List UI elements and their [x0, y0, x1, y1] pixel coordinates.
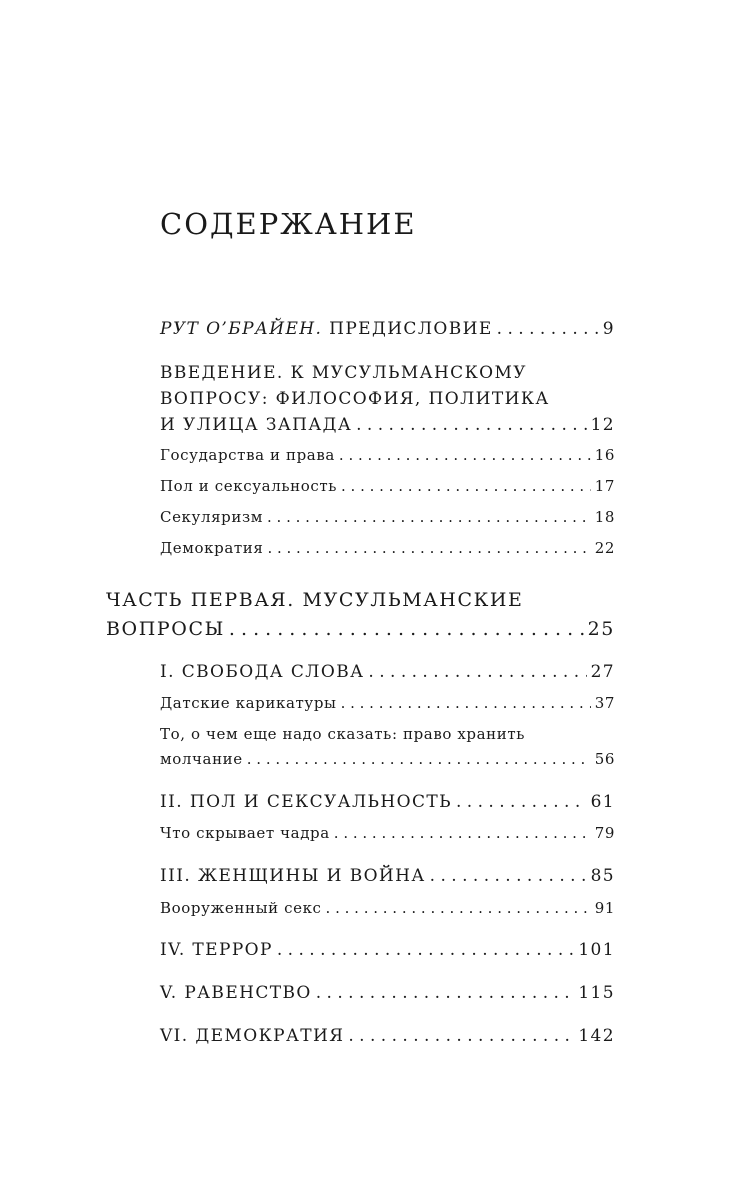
page-number: 27 [590, 662, 615, 682]
toc-entry-section[interactable] [160, 746, 615, 772]
toc-entry-foreword[interactable] [160, 316, 615, 342]
toc-entry-label: Государства и права [160, 446, 335, 464]
section-line-2: молчание [160, 750, 243, 768]
dot-leader [341, 690, 591, 716]
toc-entry-chapter[interactable] [160, 863, 615, 889]
toc-entry-label: II. ПОЛ И СЕКСУАЛЬНОСТЬ [160, 792, 452, 812]
page-number: 79 [594, 824, 615, 842]
page-number: 61 [590, 792, 615, 812]
page-number: 17 [594, 477, 615, 495]
toc-entry-label: Что скрывает чадра [160, 824, 330, 842]
toc-entry-label: Датские карикатуры [160, 694, 337, 712]
toc-entry-label: IV. ТЕРРОР [160, 940, 273, 960]
dot-leader [267, 504, 591, 530]
dot-leader [247, 746, 591, 772]
toc-entry-label: Вооруженный секс [160, 899, 322, 917]
part1-line-2: ВОПРОСЫ [106, 618, 225, 640]
toc-entry-label: V. РАВЕНСТВО [160, 983, 312, 1003]
foreword-title: ПРЕДИСЛОВИЕ [329, 319, 493, 339]
dot-leader [356, 412, 586, 438]
toc-entry-intro[interactable] [160, 412, 615, 438]
toc-entry-part1[interactable] [106, 616, 615, 642]
toc-entry-section[interactable] [160, 820, 615, 846]
dot-leader [456, 789, 587, 815]
part1-line-1: ЧАСТЬ ПЕРВАЯ. МУСУЛЬМАНСКИЕ [106, 589, 524, 611]
toc-entry-chapter[interactable] [160, 980, 615, 1006]
dot-leader [334, 820, 591, 846]
page-number: 85 [590, 866, 615, 886]
page-number: 18 [594, 508, 615, 526]
intro-line-2: ВОПРОСУ: ФИЛОСОФИЯ, ПОЛИТИКА [160, 389, 550, 409]
dot-leader [229, 616, 584, 642]
toc-entry-label: Секуляризм [160, 508, 263, 526]
toc-entry-chapter[interactable] [160, 1023, 615, 1049]
toc-entry-label: III. ЖЕНЩИНЫ И ВОЙНА [160, 866, 426, 886]
toc-entry-section[interactable] [160, 442, 615, 468]
dot-leader [368, 659, 586, 685]
intro-line-1: ВВЕДЕНИЕ. К МУСУЛЬМАНСКОМУ [160, 363, 527, 383]
dot-leader [497, 316, 599, 342]
toc-entry-chapter[interactable] [160, 789, 615, 815]
toc-entry-label: Пол и сексуальность [160, 477, 337, 495]
dot-leader [348, 1023, 574, 1049]
toc-entry-intro-heading[interactable] [160, 360, 550, 412]
toc-entry-label [160, 316, 493, 342]
section-line-1: То, о чем еще надо сказать: право хранить [160, 725, 526, 743]
foreword-author: РУТ О’БРАЙЕН. [160, 319, 323, 339]
page-number: 56 [594, 750, 615, 768]
toc-entry-label: Демократия [160, 539, 264, 557]
toc-entry-section[interactable] [160, 535, 615, 561]
dot-leader [316, 980, 575, 1006]
toc-entry-section[interactable] [160, 690, 615, 716]
dot-leader [339, 442, 591, 468]
intro-line-3: И УЛИЦА ЗАПАДА [160, 415, 353, 435]
page-number: 22 [594, 539, 615, 557]
dot-leader [341, 473, 591, 499]
toc-entry-chapter[interactable] [160, 659, 615, 685]
page-number: 25 [587, 618, 615, 640]
dot-leader [267, 535, 590, 561]
page-number: 115 [578, 983, 615, 1003]
toc-entry-section[interactable] [160, 895, 615, 921]
page-number: 101 [578, 940, 615, 960]
page-number: 16 [594, 446, 615, 464]
page-number: 37 [594, 694, 615, 712]
page-number: 9 [602, 319, 615, 339]
toc-entry-chapter[interactable] [160, 937, 615, 963]
toc-entry-section-multiline[interactable] [160, 721, 525, 747]
page-number: 142 [578, 1026, 615, 1046]
toc-entry-label: VI. ДЕМОКРАТИЯ [160, 1026, 345, 1046]
page-number: 12 [590, 415, 615, 435]
toc-part-heading[interactable] [106, 587, 524, 613]
dot-leader [430, 863, 587, 889]
toc-entry-section[interactable] [160, 504, 615, 530]
page-number: 91 [594, 899, 615, 917]
dot-leader [326, 895, 591, 921]
dot-leader [277, 937, 575, 963]
toc-entry-section[interactable] [160, 473, 615, 499]
page-title: СОДЕРЖАНИЕ [160, 207, 417, 241]
toc-entry-label: I. СВОБОДА СЛОВА [160, 662, 365, 682]
